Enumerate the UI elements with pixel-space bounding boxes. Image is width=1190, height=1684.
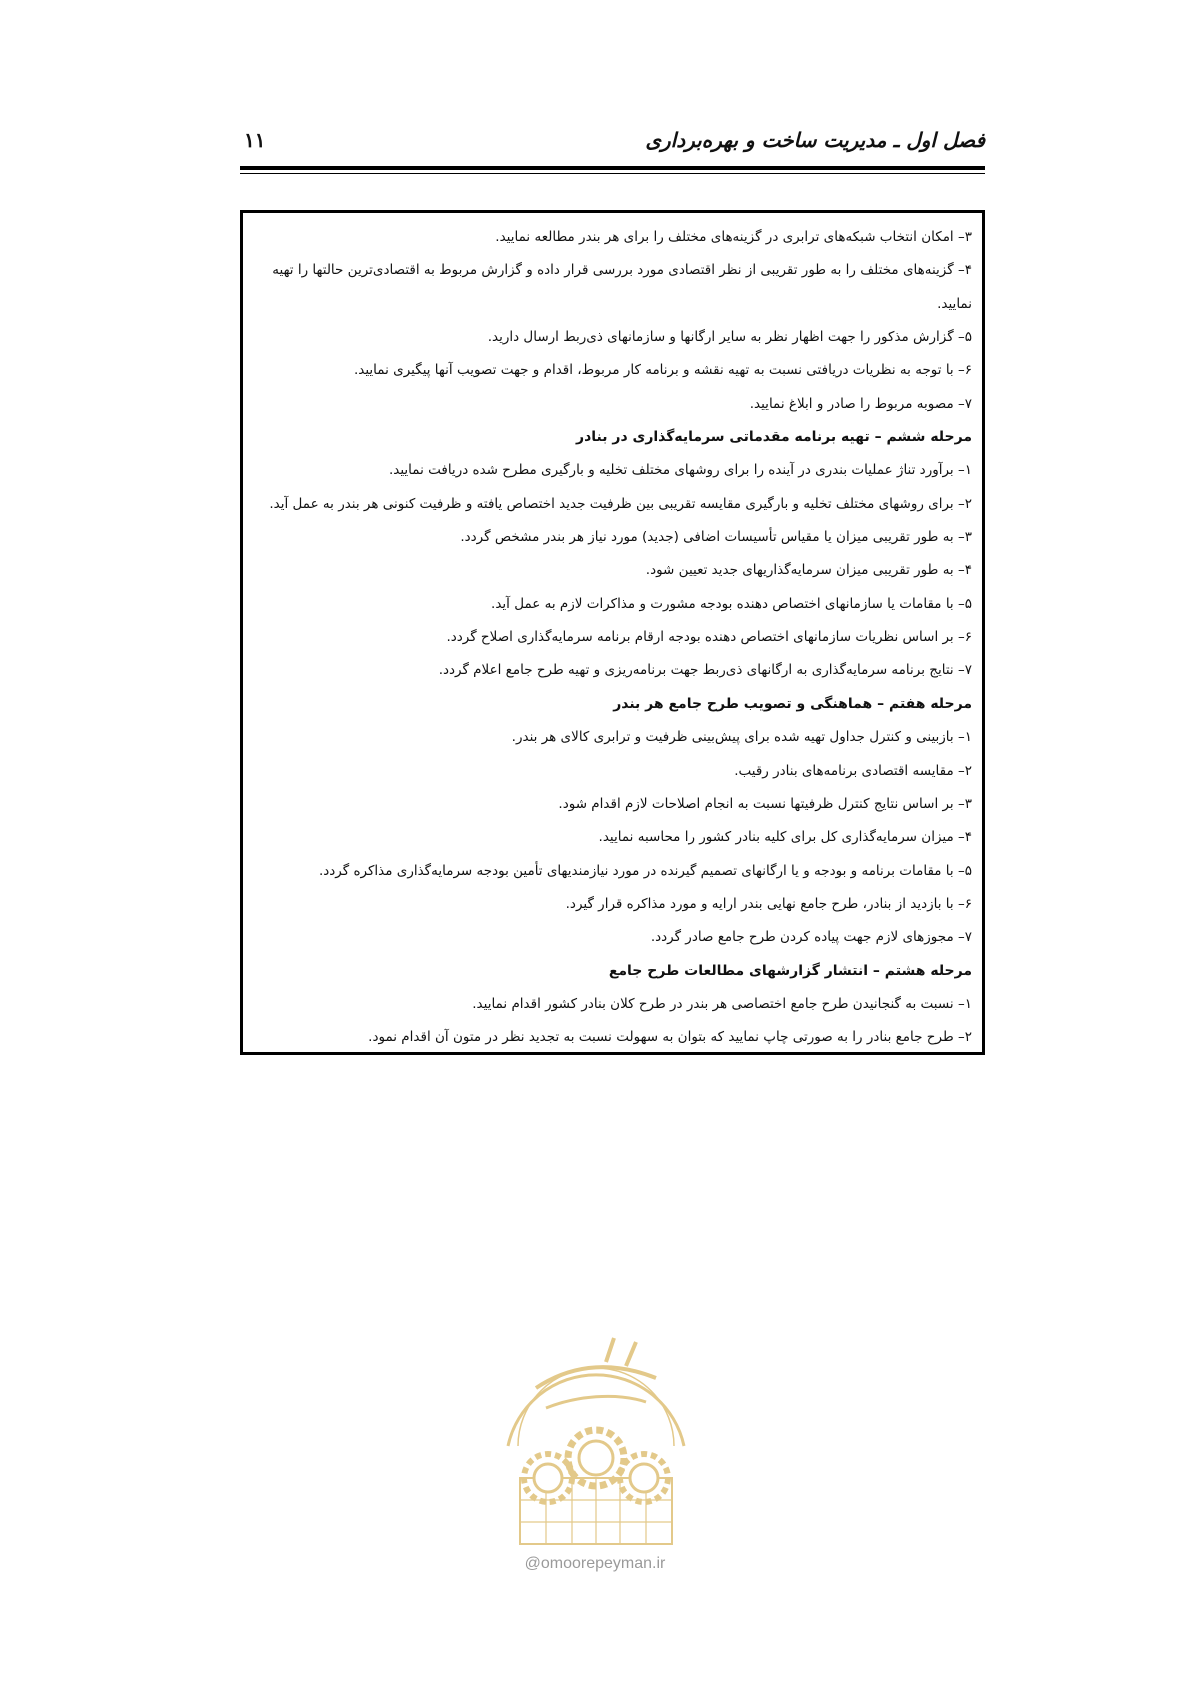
page-number: ۱۱ [244, 128, 266, 152]
list-item: ۲– مقایسه اقتصادی برنامه‌های بنادر رقیب. [734, 762, 972, 779]
list-item: ۶– با توجه به نظریات دریافتی نسبت به تهیه نقشه و برنامه کار مربوط، اقدام و جهت تصویب آنها پیگیری نمایید. [353, 362, 972, 379]
list-item: ۵– با مقامات برنامه و بودجه و یا ارگانهای تصمیم گیرنده در مورد نیازمندیهای تأمین بودجه سرمایه‌گذاری مذاکره گردد. [318, 862, 972, 879]
content-box [240, 210, 985, 1055]
section-heading: مرحله هشتم – انتشار گزارشهای مطالعات طرح جامع [608, 962, 972, 979]
chapter-title: فصل اول ـ مدیریت ساخت و بهره‌برداری [645, 128, 985, 152]
list-item: ۷– مجوزهای لازم جهت پیاده کردن طرح جامع صادر گردد. [650, 929, 972, 946]
list-item: ۳– امکان انتخاب شبکه‌های ترابری در گزینه‌های مختلف را برای هر بندر مطالعه نمایید. [495, 229, 972, 245]
list-item: ۱– نسبت به گنجانیدن طرح جامع اختصاصی هر بندر در طرح کلان بنادر کشور اقدام نمایید. [472, 995, 972, 1012]
page-header [240, 128, 985, 164]
list-item: ۴– گزینه‌های مختلف را به طور تقریبی از نظر اقتصادی مورد بررسی قرار داده و گزارش مربوط به اقتصادی‌ترین حالتها را تهیه [272, 262, 972, 279]
list-item: ۱– برآورد تناژ عملیات بندری در آینده را برای روشهای مختلف تخلیه و بارگیری مطرح شده دریافت نمایید. [388, 462, 972, 479]
list-item: ۴– به طور تقریبی میزان سرمایه‌گذاریهای جدید تعیین شود. [645, 562, 972, 579]
list-item: ۷– نتایج برنامه سرمایه‌گذاری به ارگانهای ذی‌ربط جهت برنامه‌ریزی و تهیه طرح جامع اعلام گردد. [438, 662, 972, 679]
header-rule-thin [240, 173, 985, 174]
header-rule-thick [240, 166, 985, 170]
list-item: ۷– مصوبه مربوط را صادر و ابلاغ نمایید. [749, 395, 972, 412]
list-item: ۲– طرح جامع بنادر را به صورتی چاپ نمایید که بتوان به سهولت نسبت به تجدید نظر در متون آن اقدام نمود. [368, 1029, 972, 1046]
list-item: ۵– با مقامات یا سازمانهای اختصاص دهنده بودجه مشورت و مذاکرات لازم به عمل آید. [491, 595, 972, 612]
list-item: ۶– با بازدید از بنادر، طرح جامع نهایی بندر ارایه و مورد مذاکره قرار گیرد. [565, 895, 972, 912]
list-item: ۳– بر اساس نتایج کنترل ظرفیتها نسبت به انجام اصلاحات لازم اقدام شود. [558, 795, 972, 812]
section-heading: مرحله هفتم – هماهنگی و تصویب طرح جامع هر بندر [613, 695, 972, 712]
content-lines [253, 221, 972, 1055]
watermark-site: @omoorepeyman.ir [524, 1555, 666, 1572]
list-item: ۲– برای روشهای مختلف تخلیه و بارگیری مقایسه تقریبی بین ظرفیت جدید اختصاص یافته و ظرفیت کنونی هر بندر به عمل آید. [269, 495, 972, 512]
section-heading: مرحله ششم – تهیه برنامه مقدماتی سرمایه‌گذاری در بنادر [576, 429, 972, 446]
watermark-logo [496, 1328, 696, 1550]
list-item: ۳– به طور تقریبی میزان یا مقیاس تأسیسات اضافی (جدید) مورد نیاز هر بندر مشخص گردد. [460, 529, 972, 546]
list-item: ۱– بازبینی و کنترل جداول تهیه شده برای پیش‌بینی ظرفیت و ترابری کالای هر بندر. [511, 729, 972, 746]
list-item: نمایید. [937, 295, 972, 312]
list-item: ۵– گزارش مذکور را جهت اظهار نظر به سایر ارگانها و سازمانهای ذی‌ربط ارسال دارید. [487, 329, 972, 346]
list-item: ۴– میزان سرمایه‌گذاری کل برای کلیه بنادر کشور را محاسبه نمایید. [598, 829, 972, 846]
list-item: ۶– بر اساس نظریات سازمانهای اختصاص دهنده بودجه ارقام برنامه سرمایه‌گذاری اصلاح گردد. [446, 629, 972, 646]
